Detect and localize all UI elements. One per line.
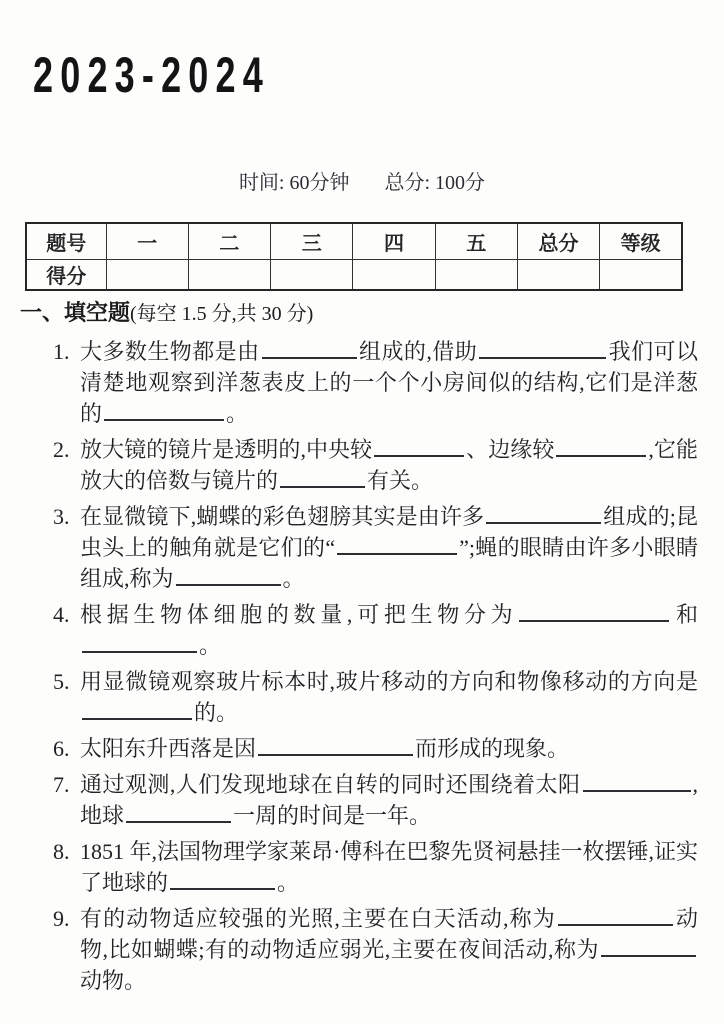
score-cell-empty — [188, 260, 270, 291]
score-table — [25, 222, 683, 291]
question-3 — [20, 501, 698, 594]
score-cell-empty — [271, 260, 353, 291]
header-cell-three: 三 — [271, 223, 353, 260]
answer-blank — [479, 337, 606, 359]
question-text: 有关。 — [367, 468, 434, 493]
question-text: 和 — [671, 602, 698, 627]
score-cell-empty — [435, 260, 517, 291]
question-text: 大多数生物都是由 — [80, 339, 260, 364]
answer-blank — [176, 564, 281, 586]
answer-blank — [374, 435, 464, 457]
question-number: 2. — [53, 437, 70, 462]
question-text: 根据生物体细胞的数量,可把生物分为 — [80, 602, 518, 627]
answer-blank — [126, 801, 231, 823]
answer-blank — [556, 435, 646, 457]
question-number: 4. — [53, 602, 70, 627]
question-text: 动物,比如蝴蝶;有的动物适应弱光,主要在夜间活动,称为 — [80, 906, 698, 962]
question-text: ,它能放大的倍数与镜片的 — [80, 437, 698, 493]
question-number: 1. — [53, 339, 70, 364]
answer-blank — [258, 734, 413, 756]
question-text: 而形成的现象。 — [415, 736, 570, 761]
question-text: ,地球 — [80, 772, 698, 828]
header-cell-two: 二 — [188, 223, 270, 260]
header-cell-grade: 等级 — [600, 223, 682, 260]
total-score-label: 总分: 100分 — [384, 172, 486, 194]
header-cell-one: 一 — [106, 223, 188, 260]
question-6 — [20, 733, 698, 764]
question-text: 在显微镜下,蝴蝶的彩色翅膀其实是由许多 — [80, 504, 485, 529]
answer-blank — [601, 935, 696, 957]
question-5 — [20, 666, 698, 728]
header-cell-total: 总分 — [517, 223, 599, 260]
question-number: 7. — [53, 772, 70, 797]
question-text: 、边缘较 — [466, 437, 555, 462]
question-text: 通过观测,人们发现地球在自转的同时还围绕着太阳 — [80, 772, 581, 797]
answer-blank — [558, 904, 673, 926]
question-text: 。 — [277, 870, 300, 895]
question-text: 太阳东升西落是因 — [80, 736, 257, 761]
header-cell-question-no: 题号 — [26, 223, 106, 260]
section-note: (每空 1.5 分,共 30 分) — [130, 303, 314, 325]
question-text: 的。 — [194, 700, 239, 725]
question-text: 动物。 — [80, 968, 147, 993]
questions-list — [20, 336, 698, 996]
question-number: 9. — [53, 906, 70, 931]
score-table-header-row — [26, 223, 682, 260]
exam-meta — [0, 166, 724, 195]
question-number: 5. — [53, 669, 70, 694]
page-title: 2023-2024 — [33, 47, 270, 103]
question-text: 1851 年,法国物理学家莱昂·傅科在巴黎先贤祠悬挂一枚摆锤,证实了地球的 — [80, 839, 698, 895]
score-cell-empty — [517, 260, 599, 291]
header-cell-four: 四 — [353, 223, 435, 260]
question-text: 。 — [199, 633, 222, 658]
question-9 — [20, 903, 698, 996]
time-limit-label: 时间: 60分钟 — [238, 172, 350, 194]
question-7 — [20, 769, 698, 831]
question-text: ”;蝇的眼睛由许多小眼睛组成,称为 — [80, 535, 698, 591]
question-text: 我们可以清楚地观察到洋葱表皮上的一个个小房间似的结构,它们是洋葱的 — [80, 339, 698, 426]
score-cell-empty — [353, 260, 435, 291]
exam-body — [20, 298, 698, 1001]
score-cell-empty — [600, 260, 682, 291]
answer-blank — [262, 337, 357, 359]
score-cell-empty — [106, 260, 188, 291]
question-2 — [20, 434, 698, 496]
answer-blank — [170, 868, 275, 890]
score-table-score-row — [26, 260, 682, 291]
question-text: 组成的;昆虫头上的触角就是它们的“ — [80, 504, 698, 560]
answer-blank — [104, 399, 224, 421]
section-heading: 一、填空题 — [20, 300, 131, 325]
question-number: 3. — [53, 504, 70, 529]
question-number: 8. — [53, 839, 70, 864]
answer-blank — [82, 631, 197, 653]
question-number: 6. — [53, 736, 70, 761]
answer-blank — [280, 466, 365, 488]
question-text: 有的动物适应较强的光照,主要在白天活动,称为 — [80, 906, 556, 931]
answer-blank — [583, 770, 691, 792]
question-text: 放大镜的镜片是透明的,中央较 — [80, 437, 373, 462]
question-text: 一周的时间是一年。 — [233, 803, 432, 828]
question-8 — [20, 836, 698, 898]
question-text: 用显微镜观察玻片标本时,玻片移动的方向和物像移动的方向是 — [80, 669, 698, 694]
answer-blank — [337, 533, 457, 555]
question-text: 组成的,借助 — [358, 339, 478, 364]
section-title — [20, 298, 698, 329]
answer-blank — [519, 600, 669, 622]
header-cell-five: 五 — [435, 223, 517, 260]
score-row-label: 得分 — [26, 260, 106, 291]
question-1 — [20, 336, 698, 429]
question-text: 。 — [282, 566, 305, 591]
question-text: 。 — [226, 401, 249, 426]
question-4 — [20, 599, 698, 661]
answer-blank — [486, 502, 601, 524]
answer-blank — [82, 698, 192, 720]
